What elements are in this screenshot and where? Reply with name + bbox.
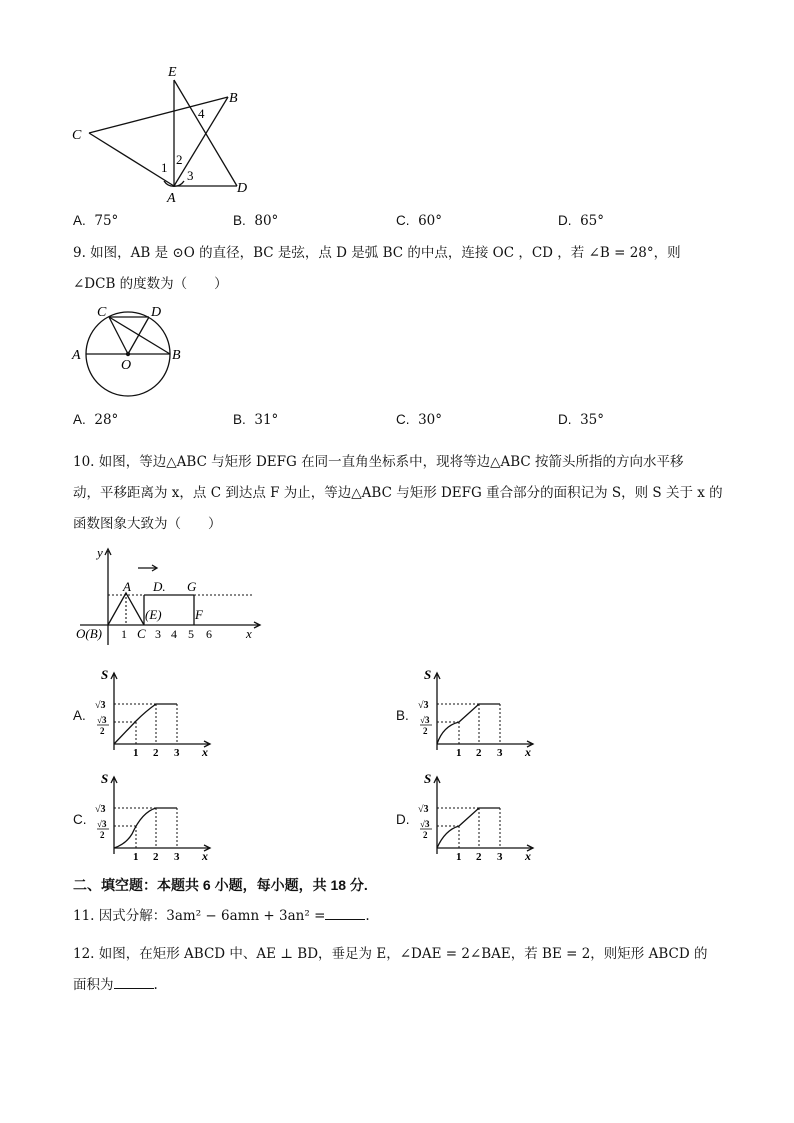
option-value: 31° xyxy=(254,412,279,428)
q8-angle-1: 1 xyxy=(161,160,168,175)
option-letter: D. xyxy=(558,412,572,427)
graph-x-label: x xyxy=(202,849,208,863)
q10-tick-6: 6 xyxy=(206,627,212,641)
q12-answer-blank[interactable] xyxy=(114,976,154,989)
q9-label-d: D xyxy=(151,305,162,320)
graph-s-label: S xyxy=(424,772,432,786)
option-letter: B. xyxy=(396,708,409,723)
graph-sqrt3: √3 xyxy=(95,804,106,815)
option-value: 65° xyxy=(580,213,605,229)
graph-s-label: S xyxy=(424,668,432,682)
q10-tick-5: 5 xyxy=(188,627,194,641)
q12-suffix: . xyxy=(153,977,158,993)
q10-tick-c: C xyxy=(137,626,146,641)
option-value: 60° xyxy=(418,213,443,229)
graph-tick-3: 3 xyxy=(497,851,503,863)
q10-tick-1: 1 xyxy=(121,627,127,641)
option-value: 28° xyxy=(94,412,119,428)
graph-sqrt3-num: √3 xyxy=(420,715,430,725)
q8-angle-4: 4 xyxy=(198,106,205,121)
graph-tick-1: 1 xyxy=(133,851,139,863)
q9-question-line1: 9. 如图，AB 是 ⊙O 的直径，BC 是弦，点 D 是弧 BC 的中点，连接 OC ，CD ，若 ∠B = 28°，则 xyxy=(73,245,681,261)
q9-label-a: A xyxy=(72,348,81,363)
graph-tick-1: 1 xyxy=(456,851,462,863)
q10-label-a: A xyxy=(123,579,131,594)
q10-label-d: D. xyxy=(153,579,166,594)
q9-option-d[interactable] xyxy=(558,412,604,428)
q10-tick-4: 4 xyxy=(171,627,177,641)
graph-sqrt3-den: 2 xyxy=(423,830,428,840)
q8-figure xyxy=(65,60,265,210)
section-heading: 二、填空题：本题共 6 小题，每小题，共 18 分. xyxy=(73,877,368,893)
q9-option-a[interactable] xyxy=(73,412,118,428)
graph-s-label: S xyxy=(101,772,109,786)
q8-label-b: B xyxy=(229,91,238,106)
q10-option-b[interactable] xyxy=(396,708,409,724)
q11-answer-blank[interactable] xyxy=(325,907,365,920)
q8-option-a[interactable] xyxy=(73,213,118,229)
q10-question-line3: 函数图象大致为（ ） xyxy=(73,516,222,532)
q9-question-line2: ∠DCB 的度数为（ ） xyxy=(73,276,228,292)
q10-question-line1: 10. 如图，等边△ABC 与矩形 DEFG 在同一直角坐标系中，现将等边△ABC 按箭头所指的方向水平移 xyxy=(73,454,684,470)
graph-sqrt3-den: 2 xyxy=(100,726,105,736)
q10-graph-a xyxy=(92,668,217,760)
q10-label-ob: O(B) xyxy=(76,626,102,641)
q10-option-a[interactable] xyxy=(73,708,86,724)
graph-x-label: x xyxy=(525,849,531,863)
q10-label-g: G xyxy=(187,579,197,594)
option-letter: D. xyxy=(558,213,572,228)
q8-angle-3: 3 xyxy=(187,168,194,183)
q10-figure xyxy=(70,545,270,650)
q9-label-o: O xyxy=(121,358,132,373)
q8-option-c[interactable] xyxy=(396,213,442,229)
graph-tick-3: 3 xyxy=(497,747,503,759)
q8-angle-2: 2 xyxy=(176,152,183,167)
q10-question-line2: 动，平移距离为 x，点 C 到达点 F 为止，等边△ABC 与矩形 DEFG 重合部分的面积记为 S，则 S 关于 x 的 xyxy=(73,485,723,501)
option-letter: C. xyxy=(73,812,87,827)
q8-label-a: A xyxy=(167,191,176,206)
q9-option-b[interactable] xyxy=(233,412,278,428)
q10-option-d[interactable] xyxy=(396,812,410,828)
q10-tick-3: 3 xyxy=(155,627,161,641)
graph-tick-2: 2 xyxy=(153,747,159,759)
q11-suffix: . xyxy=(365,908,370,924)
option-letter: C. xyxy=(396,412,410,427)
graph-tick-2: 2 xyxy=(153,851,159,863)
q10-option-c[interactable] xyxy=(73,812,87,828)
q9-option-c[interactable] xyxy=(396,412,442,428)
graph-sqrt3: √3 xyxy=(418,700,429,711)
graph-tick-3: 3 xyxy=(174,747,180,759)
graph-sqrt3-den: 2 xyxy=(423,726,428,736)
graph-tick-1: 1 xyxy=(133,747,139,759)
option-letter: A. xyxy=(73,412,86,427)
graph-sqrt3-num: √3 xyxy=(97,715,107,725)
q11-prefix: 11. 因式分解：3am² − 6amn + 3an² = xyxy=(73,908,326,924)
graph-tick-2: 2 xyxy=(476,747,482,759)
graph-sqrt3-num: √3 xyxy=(420,819,430,829)
option-value: 75° xyxy=(94,213,119,229)
option-letter: A. xyxy=(73,213,86,228)
option-letter: B. xyxy=(233,412,246,427)
option-letter: C. xyxy=(396,213,410,228)
q12-question-line1: 12. 如图，在矩形 ABCD 中、AE ⊥ BD，垂足为 E，∠DAE = 2∠BAE，若 BE = 2，则矩形 ABCD 的 xyxy=(73,946,708,962)
graph-sqrt3: √3 xyxy=(95,700,106,711)
q10-label-e: (E) xyxy=(145,607,162,622)
q9-label-c: C xyxy=(97,305,107,320)
q8-option-d[interactable] xyxy=(558,213,604,229)
graph-sqrt3-num: √3 xyxy=(97,819,107,829)
option-letter: B. xyxy=(233,213,246,228)
q10-label-f: F xyxy=(195,607,203,622)
q8-label-e: E xyxy=(168,65,177,80)
option-value: 30° xyxy=(418,412,443,428)
q10-graph-b xyxy=(415,668,540,760)
graph-x-label: x xyxy=(202,745,208,759)
q8-option-b[interactable] xyxy=(233,213,278,229)
q10-label-y: y xyxy=(97,545,103,560)
q8-label-d: D xyxy=(237,181,248,196)
graph-s-label: S xyxy=(101,668,109,682)
graph-x-label: x xyxy=(525,745,531,759)
graph-sqrt3-den: 2 xyxy=(100,830,105,840)
q12-prefix: 面积为 xyxy=(73,977,114,993)
q10-label-x: x xyxy=(246,626,252,641)
q10-graph-d xyxy=(415,772,540,864)
option-value: 80° xyxy=(254,213,279,229)
graph-sqrt3: √3 xyxy=(418,804,429,815)
option-value: 35° xyxy=(580,412,605,428)
q10-graph-c xyxy=(92,772,217,864)
graph-tick-2: 2 xyxy=(476,851,482,863)
q9-figure xyxy=(68,302,193,407)
graph-tick-3: 3 xyxy=(174,851,180,863)
q8-label-c: C xyxy=(72,128,82,143)
option-letter: A. xyxy=(73,708,86,723)
q9-label-b: B xyxy=(172,348,181,363)
option-letter: D. xyxy=(396,812,410,827)
q12-question-line2 xyxy=(73,975,158,995)
q11-question xyxy=(73,906,370,926)
graph-tick-1: 1 xyxy=(456,747,462,759)
